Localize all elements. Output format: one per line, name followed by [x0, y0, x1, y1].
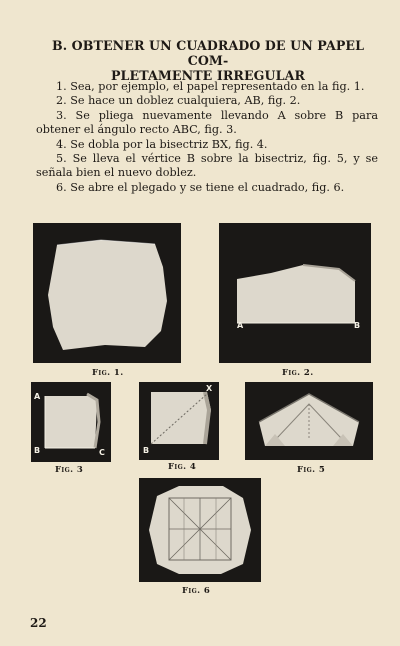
- step-4: 4. Se dobla por la bisectriz BX, fig. 4.: [56, 137, 268, 151]
- fig4-label-b: B: [143, 446, 150, 455]
- fig3-label-a: A: [34, 392, 41, 401]
- figure-4-caption: Fig. 4: [168, 462, 197, 472]
- fig4-label-x: X: [206, 384, 213, 393]
- figure-6-photo: [139, 478, 261, 582]
- fig2-label-a: A: [237, 321, 244, 330]
- fig3-label-b: B: [34, 446, 41, 455]
- step-3: 3. Se pliega nuevamente llevando A sobre B para obtener el ángulo recto ABC, fig. 3.: [36, 108, 378, 137]
- section-title-line-2: PLETAMENTE IRREGULAR: [110, 68, 306, 83]
- fig3-label-c: C: [99, 448, 105, 457]
- page-number: 22: [30, 616, 47, 630]
- figure-3-photo: [31, 382, 111, 462]
- section-title: [36, 38, 380, 83]
- figure-1-photo: [33, 223, 181, 363]
- vertex-fold-image: [245, 382, 373, 460]
- step-1: 1. Sea, por ejemplo, el papel representado en la fig. 1.: [56, 80, 365, 93]
- figure-2-photo: [219, 223, 371, 363]
- instruction-steps: [36, 80, 378, 195]
- folded-paper-image: [219, 223, 371, 363]
- section-title-line-1: B. OBTENER UN CUADRADO DE UN PAPEL COM-: [51, 38, 365, 68]
- step-5: 5. Se lleva el vértice B sobre la bisectriz, fig. 5, y se señala bien el nuevo doblez.: [36, 152, 378, 180]
- figure-3-caption: Fig. 3: [55, 465, 84, 475]
- figure-5-caption: Fig. 5: [297, 465, 326, 475]
- irregular-paper-image: [33, 223, 181, 363]
- step-2: 2. Se hace un doblez cualquiera, AB, fig. 2.: [56, 94, 301, 108]
- figure-2-caption: Fig. 2.: [282, 368, 314, 378]
- figure-5-photo: [245, 382, 373, 460]
- figure-6-caption: Fig. 6: [182, 586, 211, 596]
- step-6: 6. Se abre el plegado y se tiene el cuadrado, fig. 6.: [56, 180, 345, 194]
- opened-square-image: [139, 478, 261, 582]
- bisector-fold-image: [139, 382, 219, 460]
- figure-1-caption: Fig. 1.: [92, 368, 124, 378]
- fig2-label-b: B: [354, 321, 361, 330]
- figure-4-photo: [139, 382, 219, 460]
